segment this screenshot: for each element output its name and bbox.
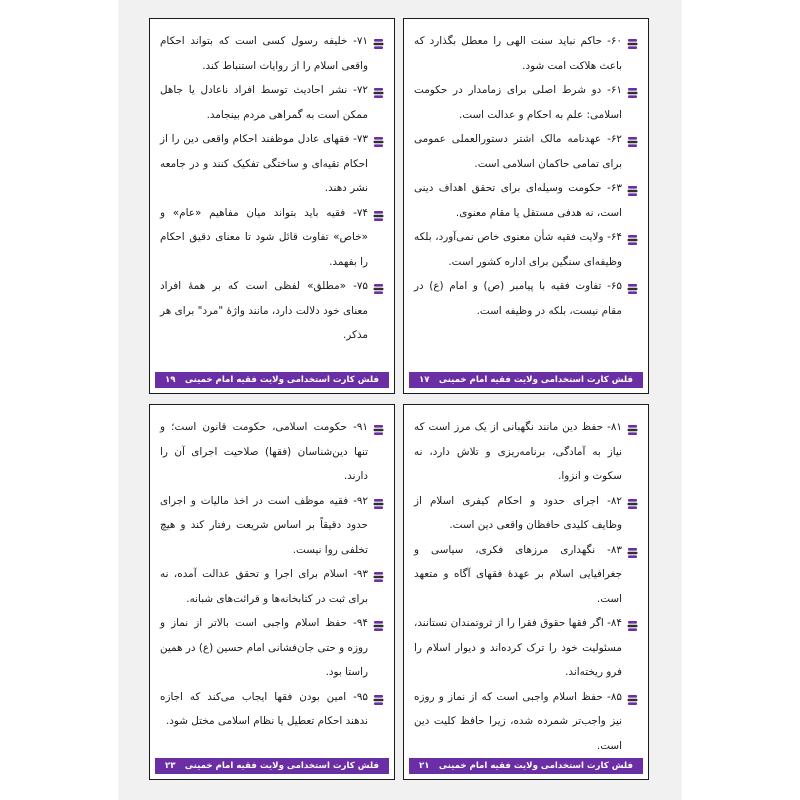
flashcard-page-17 — [403, 18, 649, 394]
item-text: ۷۳- فقهای عادل موظفند احکام واقعی دین را از احکام تقیه‌ای و ساختگی تفکیک کنند و در جامعه نشر دهند. — [160, 133, 368, 194]
card-items — [160, 29, 384, 367]
item-text: ۷۲- نشر احادیث توسط افراد ناعادل یا جاهل ممکن است به گمراهی مردم بینجامد. — [160, 84, 368, 121]
list-item — [414, 225, 638, 274]
list-item — [414, 78, 638, 127]
book-stack-icon — [373, 617, 384, 629]
list-item — [414, 176, 638, 225]
list-item — [160, 489, 384, 563]
footer-title: فلش کارت استخدامی ولایت فقیه امام خمینی — [184, 375, 379, 385]
footer-title: فلش کارت استخدامی ولایت فقیه امام خمینی — [184, 761, 379, 771]
list-item — [160, 78, 384, 127]
book-stack-icon — [373, 691, 384, 703]
book-stack-icon — [627, 182, 638, 194]
page-sheet — [118, 0, 682, 800]
book-stack-icon — [373, 84, 384, 96]
card-items — [414, 415, 638, 753]
list-item — [160, 274, 384, 348]
book-stack-icon — [627, 35, 638, 47]
list-item — [414, 538, 638, 612]
item-text: ۹۳- اسلام برای اجرا و تحقق عدالت آمده، نه برای ثبت در کتابخانه‌ها و قرائت‌های شبانه. — [160, 568, 368, 605]
book-stack-icon — [627, 544, 638, 556]
list-item — [160, 685, 384, 734]
list-item — [414, 415, 638, 489]
flashcard-page-23 — [149, 404, 395, 780]
book-stack-icon — [627, 280, 638, 292]
item-text: ۶۱- دو شرط اصلی برای زمامدار در حکومت اسلامی: علم به احکام و عدالت است. — [414, 84, 622, 121]
book-stack-icon — [627, 691, 638, 703]
book-stack-icon — [627, 133, 638, 145]
page-number: ۱۹ — [165, 375, 176, 385]
page-number: ۲۳ — [165, 761, 176, 771]
list-item — [414, 274, 638, 323]
book-stack-icon — [373, 495, 384, 507]
item-text: ۹۵- امین بودن فقها ایجاب می‌کند که اجازه ندهند احکام تعطیل یا نظام اسلامی مختل شود. — [160, 690, 368, 727]
item-text: ۶۰- حاکم نباید سنت الهی را معطل بگذارد که باعث هلاکت امت شود. — [414, 35, 622, 72]
item-text: ۹۲- فقیه موظف است در اخذ مالیات و اجرای حدود دقیقاً بر اساس شریعت رفتار کند و هیچ تخلفی روا نیست. — [160, 494, 368, 556]
book-stack-icon — [373, 280, 384, 292]
page-number: ۱۷ — [419, 375, 430, 385]
item-text: ۸۳- نگهداری مرزهای فکری، سیاسی و جغرافیایی اسلام بر عهدهٔ فقهای آگاه و متعهد است. — [414, 543, 622, 605]
page-number: ۲۱ — [419, 761, 430, 771]
item-text: ۶۳- حکومت وسیله‌ای برای تحقق اهداف دینی است، نه هدفی مستقل یا مقام معنوی. — [414, 182, 622, 219]
item-text: ۷۱- خلیفه رسول کسی است که بتواند احکام واقعی اسلام را از روایات استنباط کند. — [160, 35, 368, 72]
footer-title: فلش کارت استخدامی ولایت فقیه امام خمینی — [438, 761, 633, 771]
list-item — [414, 29, 638, 78]
list-item — [160, 29, 384, 78]
book-stack-icon — [627, 84, 638, 96]
item-text: ۸۴- اگر فقها حقوق فقرا را از ثروتمندان نستانند، مسئولیت خود را ترک کرده‌اند و دیوار اسلام را فرو ریخته‌اند. — [414, 617, 622, 678]
list-item — [414, 489, 638, 538]
flashcard-page-19 — [149, 18, 395, 394]
book-stack-icon — [373, 207, 384, 219]
book-stack-icon — [373, 35, 384, 47]
list-item — [160, 415, 384, 489]
card-items — [414, 29, 638, 367]
list-item — [160, 562, 384, 611]
card-footer — [155, 758, 389, 774]
card-footer — [155, 372, 389, 388]
item-text: ۸۵- حفظ اسلام واجبی است که از نماز و روزه نیز واجب‌تر شمرده شده، زیرا حافظ کلیت دین است. — [414, 690, 622, 752]
item-text: ۶۵- تفاوت فقیه با پیامبر (ص) و امام (ع) در مقام نیست، بلکه در وظیفه است. — [414, 280, 622, 317]
book-stack-icon — [627, 495, 638, 507]
book-stack-icon — [373, 421, 384, 433]
list-item — [414, 685, 638, 759]
list-item — [414, 127, 638, 176]
item-text: ۶۲- عهدنامه مالک اشتر دستورالعملی عمومی برای تمامی حاکمان اسلامی است. — [414, 133, 622, 170]
item-text: ۶۴- ولایت فقیه شأن معنوی خاص نمی‌آورد، بلکه وظیفه‌ای سنگین برای اداره کشور است. — [414, 231, 622, 268]
book-stack-icon — [627, 231, 638, 243]
book-stack-icon — [627, 421, 638, 433]
card-footer — [409, 372, 643, 388]
list-item — [414, 611, 638, 685]
card-footer — [409, 758, 643, 774]
list-item — [160, 611, 384, 685]
flashcard-page-21 — [403, 404, 649, 780]
item-text: ۸۲- اجرای حدود و احکام کیفری اسلام از وظایف کلیدی حافظان واقعی دین است. — [414, 494, 622, 531]
card-items — [160, 415, 384, 753]
book-stack-icon — [373, 133, 384, 145]
book-stack-icon — [373, 568, 384, 580]
book-stack-icon — [627, 617, 638, 629]
list-item — [160, 127, 384, 201]
item-text: ۹۱- حکومت اسلامی، حکومت قانون است؛ و تنها دین‌شناسان (فقها) صلاحیت اجرای آن را دارند. — [160, 421, 368, 482]
footer-title: فلش کارت استخدامی ولایت فقیه امام خمینی — [438, 375, 633, 385]
item-text: ۷۵- «مطلق» لفظی است که بر همهٔ افراد معنای خود دلالت دارد، مانند واژهٔ "مرد" برای هر مذکر. — [160, 280, 368, 341]
item-text: ۹۴- حفظ اسلام واجبی است بالاتر از نماز و روزه و حتی جان‌فشانی امام حسین (ع) در همین راستا بود. — [160, 617, 368, 678]
item-text: ۸۱- حفظ دین مانند نگهبانی از یک مرز است که نیاز به آمادگی، برنامه‌ریزی و تلاش دارد، نه سکوت و انزوا. — [414, 421, 622, 482]
item-text: ۷۴- فقیه باید بتواند میان مفاهیم «عام» و «خاص» تفاوت قائل شود تا معنای دقیق احکام را بفهمد. — [160, 206, 368, 268]
list-item — [160, 201, 384, 275]
